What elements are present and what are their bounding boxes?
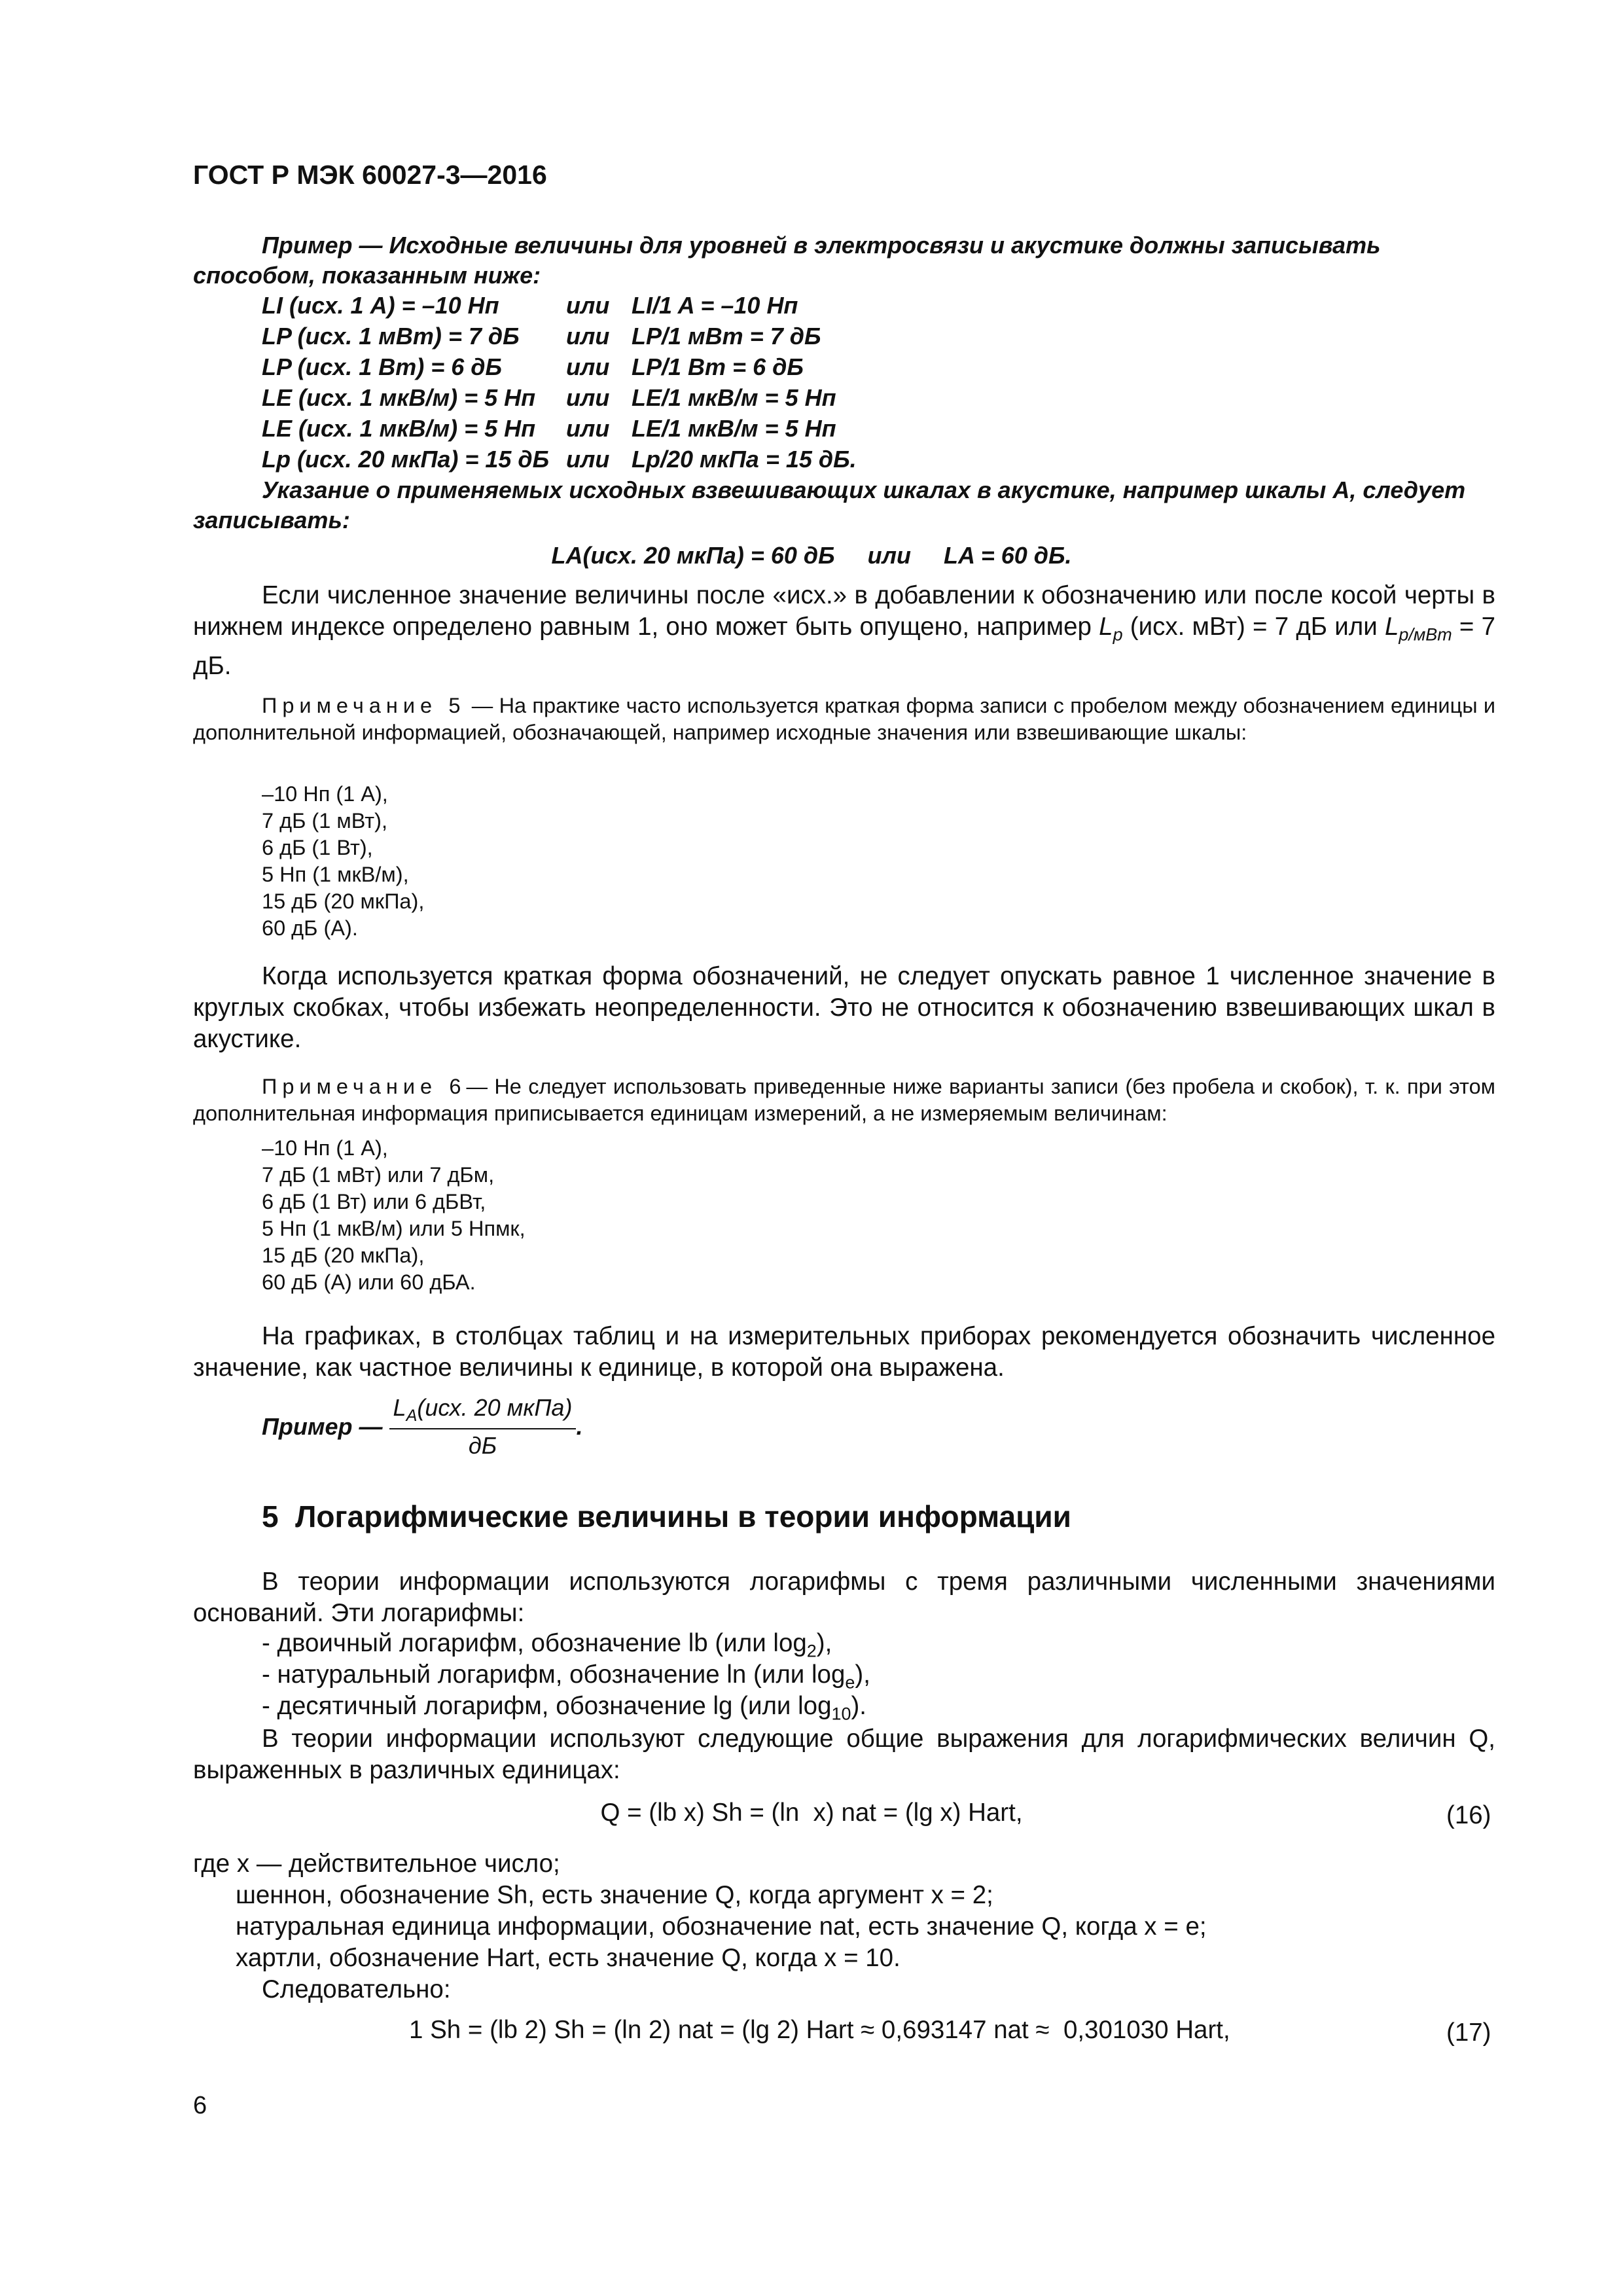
note-item: 6 дБ (1 Вт), — [262, 836, 373, 859]
note-item: 5 Нп (1 мкВ/м), — [262, 863, 409, 886]
note-item: –10 Нп (1 А), — [262, 782, 388, 806]
note-item: 5 Нп (1 мкВ/м) или 5 Нпмк, — [262, 1217, 526, 1240]
weighting-note: Указание о применяемых исходных взвешивающих шкалах в акустике, например шкалы А, следует записывать: — [193, 476, 1466, 533]
paragraph-short-form: Когда используется краткая форма обозначений, не следует опускать равное 1 численное значение в круглых скобках, чтобы избежать неопределенности. Это не относится к обозначению взвешивающих шкал в акустике. — [193, 962, 1495, 1053]
section-intro: В теории информации используются логарифмы с тремя различными численными значениями оснований. Эти логарифмы: — [193, 1568, 1495, 1627]
document-page: ГОСТ Р МЭК 60027-3—2016 Пример — Исходные величины для уровней в электросвязи и акустике должны записывать способом, показанным ниже: LI (исх. 1 А) = –10 Нп или LI/1 A = –10 Нп LP (исх. 1 мВт) = 7 дБ или LP/1 мВт = 7 дБ LP (исх. 1 Вт) = 6 дБ или LP/1 Вт = 6 дБ LE (исх. 1 мкВ/м) = 5 Нп или LE/1 мкВ/м = 5 Нп LE (исх. 1 мкВ/м) = 5 Нп или LE/1 мкВ/м = 5 Нп Lp (исх. 20 мкПа) = 15 дБ или Lp/20 мкПа = 15 дБ. Указание о применяемых исходных взвешивающих шкалах в акустике, например шкалы А, следует записывать: LA(исх. 20 мкПа) = 60 дБ или LA = 60 дБ. Если численное значение величины после «исх.» в добавлении к обозначению или после косой черты в нижнем индексе определено равным 1, оно может быть опущено, например $L_p$ (исх. мВт) = 7 дБ или $L_{p/мВт} = 7$ дБ. Примечание 5 — На практике часто используется краткая форма записи с пробелом между обозначением единицы и дополнительной информацией, обозначающей, например исходные значения или взвешивающие шкалы: –10 Нп (1 А), 7 дБ (1 мВт), 6 дБ (1 Вт), 5 Нп (1 мкВ/м), 15 дБ (20 мкПа), 60 дБ (А). Когда используется краткая форма обозначений, не следует опускать равное 1 численное значение в круглых скобках, чтобы избежать неопределенности. Это не относится к обозначению взвешивающих шкал в акустике. Примечание 6— Не следует использовать приведенные ниже варианты записи (без пробела и скобок), т. к. при этом дополнительная информация приписывается единицам измерений, а не измеряемым величинам: –10 Нп (1 А), 7 дБ (1 мВт) или 7 дБм, 6 дБ (1 Вт) или 6 дБВт, 5 Нп (1 мкВ/м) или 5 Нпмк, 15 дБ (20 мкПа), 60 дБ (А) или 60 дБА. На графиках, в столбцах таблиц и на измерительных приборах рекомендуется обозначить численное значение, как частное величины к единице, в которой она выражена. Пример — $\frac{L_A(исх. 20 мкПа)}{дБ}$ . 5 Логарифмические величины в теории информации В теории информации используются логарифмы с тремя различными численными значениями оснований. Эти логарифмы: - двоичный логарифм, обозначение lb (или $\log_2$), - натуральный логарифм, обозначение ln (или $\log_e$), - десятичный логарифм, обозначение lg (или $\log_{10}$). В теории информации используют следующие общие выражения для логарифмических величин Q, выраженных в различных единицах: Q = (lb x) Sh = (ln x) nat = (lg x) Hart, (16) где x — действительное число; шеннон, обозначение Sh, есть значение Q, когда аргумент x = 2; натуральная единица информации, обозначение nat, есть значение Q, когда x = e; хартли, обозначение Hart, есть значение Q, когда x = 10. Следовательно: 1 Sh = (lb 2) Sh = (ln 2) nat = (lg 2) Hart ≈ 0,693147 nat ≈ 0,301030 Hart, (17) 6 — [0, 0, 1623, 2296]
note-item: 15 дБ (20 мкПа), — [262, 889, 425, 913]
paragraph-graphs: На графиках, в столбцах таблиц и на измерительных приборах рекомендуется обозначить численное значение, как частное величины к единице, в которой она выражена. — [193, 1322, 1495, 1382]
note-item: 7 дБ (1 мВт) или 7 дБм, — [262, 1163, 495, 1187]
section-paragraph: В теории информации используют следующие общие выражения для логарифмических величин Q, выраженных в различных единицах: — [193, 1725, 1495, 1784]
log-list-item: - натуральный логарифм, обозначение ln (или $\log_e$), — [262, 1660, 870, 1693]
example-intro: Пример — Исходные величины для уровней в электросвязи и акустике должны записывать способом, показанным ниже: — [193, 232, 1381, 289]
definition-line: шеннон, обозначение Sh, есть значение Q, когда аргумент x = 2; — [236, 1881, 993, 1909]
note-item: 60 дБ (А). — [262, 916, 358, 940]
section-title: 5 Логарифмические величины в теории информации — [262, 1499, 1071, 1534]
note-item: 15 дБ (20 мкПа), — [262, 1244, 425, 1267]
note-item: 7 дБ (1 мВт), — [262, 809, 388, 833]
note-item: 6 дБ (1 Вт) или 6 дБВт, — [262, 1190, 486, 1213]
weighting-formula: LA(исх. 20 мкПа) = 60 дБ или LA = 60 дБ. — [551, 542, 1072, 569]
page-number: 6 — [193, 2092, 207, 2119]
therefore-line: Следовательно: — [262, 1975, 451, 2003]
note-6: Примечание 6— Не следует использовать приведенные ниже варианты записи (без пробела и скобок), т. к. при этом дополнительная информация приписывается единицам измерений, а не измеряемым величинам: — [193, 1075, 1495, 1125]
equation-17: 1 Sh = (lb 2) Sh = (ln 2) nat = (lg 2) Hart ≈ 0,693147 nat ≈ 0,301030 Hart, — [409, 2016, 1230, 2044]
equation-number: (16) — [1446, 1801, 1491, 1829]
definition-line: натуральная единица информации, обозначение nat, есть значение Q, когда x = e; — [236, 1912, 1207, 1941]
document-header: ГОСТ Р МЭК 60027-3—2016 — [193, 160, 547, 190]
note-item: 60 дБ (А) или 60 дБА. — [262, 1270, 476, 1294]
log-list-item: - десятичный логарифм, обозначение lg (или $\log_{10}$). — [262, 1692, 866, 1724]
note-5: Примечание 5 — На практике часто используется краткая форма записи с пробелом между обозначением единицы и дополнительной информацией, обозначающей, например исходные значения или взвешивающие шкалы: — [193, 694, 1495, 744]
log-list-item: - двоичный логарифм, обозначение lb (или $\log_2$), — [262, 1629, 832, 1661]
paragraph-omission: Если численное значение величины после «исх.» в добавлении к обозначению или после косой черты в нижнем индексе определено равным 1, оно может быть опущено, например $L_p$ (исх. мВт) = 7 дБ или $L_{p/мВт} = 7$ дБ. — [193, 581, 1495, 680]
equation-16: Q = (lb x) Sh = (ln x) nat = (lg x) Hart, — [600, 1799, 1023, 1827]
where-line: где x — действительное число; — [193, 1850, 560, 1878]
equation-number: (17) — [1446, 2018, 1491, 2047]
note-item: –10 Нп (1 А), — [262, 1136, 388, 1160]
definition-line: хартли, обозначение Hart, есть значение Q, когда x = 10. — [236, 1944, 901, 1972]
example-fraction: Пример — $\frac{L_A(исх. 20 мкПа)}{дБ}$ . — [262, 1394, 583, 1460]
